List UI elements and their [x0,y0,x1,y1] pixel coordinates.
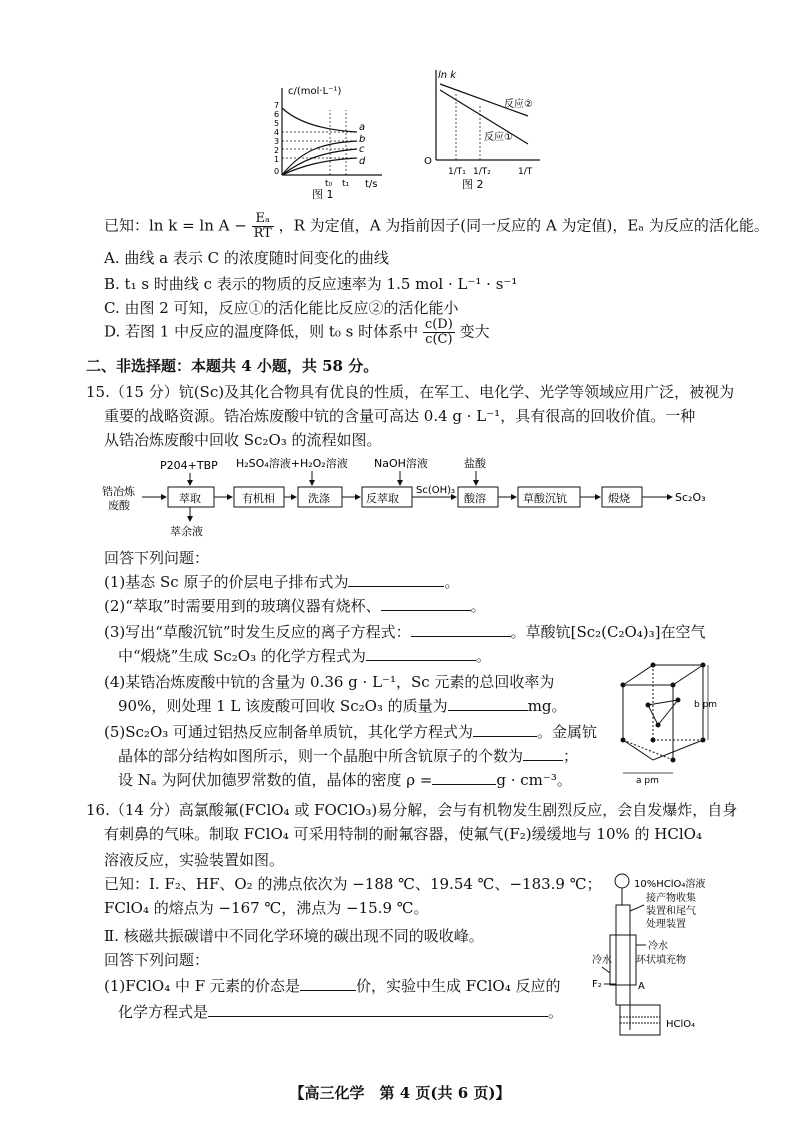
fig1-caption: 图 1 [312,188,334,201]
fig2-series-label: 反应② [504,99,533,110]
q15-intro-2: 重要的战略资源。锆冶炼废酸中钪的含量可高达 0.4 g · L⁻¹，具有很高的回收价值。一种 [104,407,696,425]
q15-answer-prompt: 回答下列问题： [104,549,210,567]
answer-blank[interactable] [348,572,444,587]
fig2-xtick: 1/T₁ [448,167,466,177]
q15-q4: (4)某锆冶炼废酸中钪的含量为 0.36 g · L⁻¹，Sc 元素的总回收率为 [104,673,555,691]
flow-step: 有机相 [242,492,275,505]
flow-intermediate: Sc(OH)₃ [416,485,456,496]
apparatus-collect: 装置和尾气 [646,906,696,917]
answer-blank[interactable] [300,976,356,991]
q15-intro-3: 从锆冶炼废酸中回收 Sc₂O₃ 的流程如图。 [104,431,382,449]
apparatus-gas-in: F₂ [592,979,602,990]
fig1-ylabel: c/(mol·L⁻¹) [288,86,342,97]
q16-q1: (1)FClO₄ 中 F 元素的价态是 价，实验中生成 FClO₄ 反应的 [104,977,561,995]
q16-known-1: 已知：Ⅰ. F₂、HF、O₂ 的沸点依次为 −188 ℃、19.54 ℃、−183.9 ℃； [104,875,602,893]
flow-reagent: 盐酸 [464,457,486,470]
q15-q3: (3)写出“草酸沉钪”时发生反应的离子方程式： 。草酸钪[Sc₂(C₂O₄)₃]在空气 [104,623,706,641]
answer-blank[interactable] [411,622,511,637]
q14-known: 已知：ln k = ln A − $\frac{\text{Eₐ}}{RT}$ ，R 为定值，A 为指前因子(同一反应的 A 为定值)，Eₐ 为反应的活化能。 [104,211,769,241]
q16-intro-3: 溶液反应，实验装置如图。 [104,851,285,869]
answer-blank[interactable] [448,696,528,711]
answer-blank[interactable] [432,770,496,785]
flow-reagent: P204+TBP [160,459,218,472]
flow-step: 洗涤 [308,492,330,505]
answer-blank[interactable] [366,646,476,661]
q15-q5-cont2: 设 Nₐ 为阿伏加德罗常数的值，晶体的密度 ρ = g · cm⁻³。 [118,771,572,789]
fig1-xlabel: t/s [365,179,378,190]
q16-intro-2: 有刺鼻的气味。制取 FClO₄ 可采用特制的耐氟容器，使氟气(F₂)缓缓地与 10% 的 HClO₄ [104,825,702,843]
page-footer: 【高三化学 第 4 页(共 6 页)】 [289,1084,511,1102]
fig1-curve-label: d [359,156,366,167]
apparatus-water-in: 冷水 [592,955,612,966]
q16-q1-cont: 化学方程式是 。 [118,1003,564,1021]
q15-intro-1: 15.（15 分）钪(Sc)及其化合物具有优良的性质，在军工、电化学、光学等领域应用广泛，被视为 [86,383,735,401]
flow-byproduct: 萃余液 [170,525,203,538]
q14-option-c: C. 由图 2 可知，反应①的活化能比反应②的活化能小 [104,299,459,317]
fig1-ytick: 0 [274,167,280,176]
flow-input: 锆冶炼 [102,485,135,498]
fig2-xlabel: 1/T [518,167,533,177]
apparatus-collect: 处理装置 [646,919,686,930]
fig1-ytick: 7 [274,101,280,110]
q16-known-3: Ⅱ. 核磁共振碳谱中不同化学环境的碳出现不同的吸收峰。 [104,927,484,945]
fig2-xtick: 1/T₂ [473,167,491,177]
figure-2-lnk-chart [418,60,548,195]
q15-flowchart [100,455,720,545]
q15-q2: (2)“萃取”时需要用到的玻璃仪器有烧杯、 。 [104,597,486,615]
flow-step: 草酸沉钪 [523,492,567,505]
fclo4-apparatus-diagram [590,865,750,1045]
apparatus-bottom: HClO₄ [666,1019,696,1030]
fig2-caption: 图 2 [462,178,484,191]
q16-known-2: FClO₄ 的熔点为 −167 ℃，沸点为 −15.9 ℃。 [104,899,429,917]
flow-reagent: H₂SO₄溶液+H₂O₂溶液 [236,457,348,470]
answer-blank[interactable] [208,1002,548,1017]
figure-1-concentration-chart [262,80,392,205]
fig1-ytick: 4 [274,128,280,137]
fig1-ytick: 3 [274,137,280,146]
q15-q5-cont1: 晶体的部分结构如图所示，则一个晶胞中所含钪原子的个数为 ； [118,747,579,765]
q15-q3-cont: 中“煅烧”生成 Sc₂O₃ 的化学方程式为 。 [118,647,491,665]
q15-q4-cont: 90%，则处理 1 L 该废酸可回收 Sc₂O₃ 的质量为 mg。 [118,697,567,715]
flow-step: 煅烧 [608,492,630,505]
apparatus-point-a: A [638,981,645,992]
q16-answer-prompt: 回答下列问题： [104,951,210,969]
fig1-curve-label: b [359,134,366,145]
fig1-curve-label: a [359,122,366,133]
fig1-ytick: 6 [274,110,280,119]
fig1-xtick: t₀ [325,179,333,189]
fig1-xtick: t₁ [342,179,350,189]
apparatus-packing: 环状填充物 [636,955,686,966]
fig1-ytick: 2 [274,146,280,155]
answer-blank[interactable] [381,596,471,611]
apparatus-top-label: 10%HClO₄溶液 [634,879,706,890]
q14-option-b: B. t₁ s 时曲线 c 表示的物质的反应速率为 1.5 mol · L⁻¹ · s⁻¹ [104,275,518,293]
fig1-ytick: 5 [274,119,280,128]
q16-intro-1: 16.（14 分）高氯酸氟(FClO₄ 或 FOClO₃)易分解，会与有机物发生剧烈反应，会自发爆炸，自身 [86,801,738,819]
answer-blank[interactable] [523,746,563,761]
fig2-ylabel: ln k [438,70,457,81]
crystal-height-label: b pm [694,700,718,710]
fig1-ytick: 1 [274,155,280,164]
crystal-width-label: a pm [636,776,659,785]
apparatus-collect: 接产物收集 [646,893,696,904]
flow-output: Sc₂O₃ [675,491,706,504]
flow-input: 废酸 [108,499,130,512]
q15-q1: (1)基态 Sc 原子的价层电子排布式为 。 [104,573,460,591]
fig1-curve-label: c [359,144,365,155]
flow-step: 酸溶 [464,492,486,505]
section-2-heading: 二、非选择题：本题共 4 小题，共 58 分。 [86,357,379,375]
fig2-origin: O [424,156,432,167]
flow-step: 反萃取 [366,492,399,505]
q15-q5: (5)Sc₂O₃ 可通过铝热反应制备单质钪，其化学方程式为 。金属钪 [104,723,598,741]
fig2-series-label: 反应① [484,132,513,143]
answer-blank[interactable] [473,722,537,737]
flow-step: 萃取 [179,492,201,505]
apparatus-water-out: 冷水 [648,941,668,952]
flow-reagent: NaOH溶液 [374,457,428,470]
q14-option-d: D. 若图 1 中反应的温度降低，则 t₀ s 时体系中 $\frac{c(D)}{c(C)}$ 变大 [104,317,490,347]
q14-option-a: A. 曲线 a 表示 C 的浓度随时间变化的曲线 [104,249,389,267]
scandium-crystal-diagram [608,655,718,785]
